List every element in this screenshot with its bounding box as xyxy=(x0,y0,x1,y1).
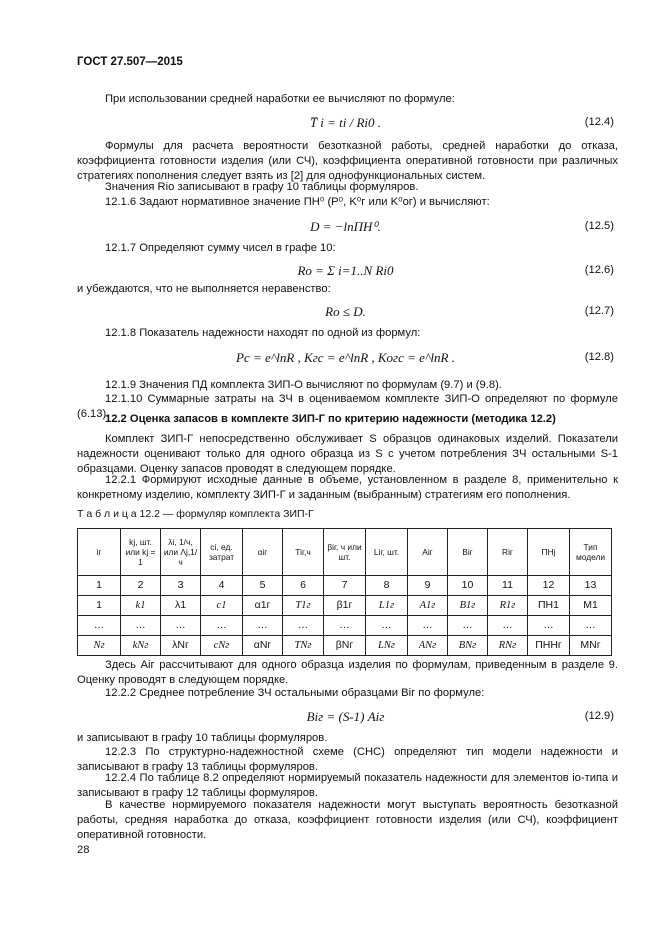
header-cell: αiг xyxy=(243,529,283,576)
table-cell: TNг xyxy=(283,636,324,656)
formular-table xyxy=(77,528,612,656)
table-cell: 8 xyxy=(366,576,408,596)
table-caption: Т а б л и ц а 12.2 — формуляр комплекта ЗИП-Г xyxy=(77,508,314,520)
table-cell: c1 xyxy=(201,596,243,616)
paragraph: и записывают в графу 10 таблицы формуляров. xyxy=(77,732,328,744)
equation-12-6 xyxy=(77,262,614,278)
table-cell: … xyxy=(528,616,570,636)
paragraph: 12.2.3 По структурно-надежностной схеме (СНС) определяют тип модели надежности и записывают в графу 13 таблицы формуляров. xyxy=(77,746,618,773)
table-cell: … xyxy=(570,616,612,636)
paragraph: Формулы для расчета вероятности безотказной работы, средней наработки до отказа, коэффициента готовности изделия (или СЧ), коэффициента оперативной готовности при различных стратегиях пополнения следует взять из [2] для однофункциональных систем. xyxy=(77,140,618,182)
table-row xyxy=(78,616,612,636)
table-cell: α1г xyxy=(243,596,283,616)
table-cell: … xyxy=(283,616,324,636)
equation-12-8 xyxy=(77,349,614,365)
section-heading: 12.2 Оценка запасов в комплекте ЗИП-Г по критерию надежности (методика 12.2) xyxy=(105,413,556,425)
page-number: 28 xyxy=(77,844,90,856)
equation-number: (12.9) xyxy=(584,710,614,722)
table-cell: 3 xyxy=(161,576,201,596)
equation-number: (12.6) xyxy=(584,264,614,276)
table-cell: λ1 xyxy=(161,596,201,616)
header-cell: Тип модели xyxy=(570,529,612,576)
header-cell: Aiг xyxy=(408,529,448,576)
paragraph: В качестве нормируемого показателя надежности могут выступать вероятность безотказной работы, средняя наработка до отказа, коэффициент готовности изделия (или СЧ), коэффициент оперативной готовности. xyxy=(77,799,618,841)
header-cell: Liг, шт. xyxy=(366,529,408,576)
formula: Biг = (S-1) Aiг xyxy=(306,709,385,724)
table-cell: 6 xyxy=(283,576,324,596)
table-cell: … xyxy=(201,616,243,636)
table-cell: … xyxy=(324,616,366,636)
paragraph: 12.1.9 Значения ПД комплекта ЗИП-О вычисляют по формулам (9.7) и (9.8). xyxy=(105,379,502,391)
table-cell: β1г xyxy=(324,596,366,616)
table-cell: R1г xyxy=(488,596,528,616)
header-cell: ci, ед. затрат xyxy=(201,529,243,576)
paragraph: Комплект ЗИП-Г непосредственно обслуживает S образцов одинаковых изделий. Показатели надежности оценивают только для одного образца из S с учетом потребления ЗЧ остальными S-1 образцами. Оценку запасов проводят в следующем порядке. xyxy=(77,433,618,475)
table-cell: kNг xyxy=(121,636,161,656)
paragraph: Значения Rio записывают в графу 10 таблицы формуляров. xyxy=(105,181,419,193)
table-cell: αNг xyxy=(243,636,283,656)
table-cell: … xyxy=(78,616,121,636)
equation-12-9 xyxy=(77,708,614,724)
table-row xyxy=(78,596,612,616)
paragraph: Здесь Aiг рассчитывают для одного образца изделия по формулам, приведенным в разделе 9. Оценку проводят в следующем порядке. xyxy=(77,659,618,686)
header-cell: Tiг,ч xyxy=(283,529,324,576)
table-row xyxy=(78,636,612,656)
equation-number: (12.7) xyxy=(584,305,614,317)
header-cell: kj, шт. или kj = 1 xyxy=(121,529,161,576)
table-cell: 10 xyxy=(448,576,488,596)
table-cell: … xyxy=(161,616,201,636)
table-cell: LNг xyxy=(366,636,408,656)
table-cell: … xyxy=(366,616,408,636)
table-cell: 2 xyxy=(121,576,161,596)
paragraph: 12.1.7 Определяют сумму чисел в графе 10: xyxy=(105,242,336,254)
table-cell: ANг xyxy=(408,636,448,656)
paragraph: 12.1.10 Суммарные затраты на ЗЧ в оцениваемом комплекте ЗИП-О определяют по формуле (6.13). xyxy=(77,393,618,420)
table-header-row xyxy=(78,529,612,576)
table-cell: cNг xyxy=(201,636,243,656)
paragraph: 12.2.4 По таблице 8.2 определяют нормируемый показатель надежности для элементов io-типа и записывают в графу 12 таблицы формуляров. xyxy=(77,772,618,799)
document-header: ГОСТ 27.507—2015 xyxy=(77,56,183,68)
table-cell: … xyxy=(408,616,448,636)
formula: Pc = e^lnR , Kгс = e^lnR , Kогс = e^lnR . xyxy=(236,350,455,365)
equation-12-5 xyxy=(77,218,614,234)
header-cell: iг xyxy=(78,529,121,576)
table-cell: λNг xyxy=(161,636,201,656)
table-cell: 7 xyxy=(324,576,366,596)
table-cell: М1 xyxy=(570,596,612,616)
table-cell: Nг xyxy=(78,636,121,656)
table-cell: A1г xyxy=(408,596,448,616)
header-cell: βiг, ч или шт. xyxy=(324,529,366,576)
table-cell: RNг xyxy=(488,636,528,656)
table-cell: 1 xyxy=(78,576,121,596)
formula: T̅ i = ti / Ri0 . xyxy=(309,115,382,130)
table-cell: 1 xyxy=(78,596,121,616)
table-cell: B1г xyxy=(448,596,488,616)
equation-number: (12.8) xyxy=(584,351,614,363)
table-cell: 5 xyxy=(243,576,283,596)
formula: D = −lnПН⁰. xyxy=(310,219,381,234)
table-cell: k1 xyxy=(121,596,161,616)
header-cell: Biг xyxy=(448,529,488,576)
formula: Ro = Σ i=1..N Ri0 xyxy=(297,263,394,278)
header-cell: Riг xyxy=(488,529,528,576)
table-cell: 11 xyxy=(488,576,528,596)
table-cell: ПННг xyxy=(528,636,570,656)
equation-number: (12.5) xyxy=(584,220,614,232)
paragraph: 12.1.6 Задают нормативное значение ПН⁰ (P⁰, K⁰г или K⁰ог) и вычисляют: xyxy=(105,196,490,208)
paragraph: 12.1.8 Показатель надежности находят по одной из формул: xyxy=(105,327,421,339)
table-cell: 9 xyxy=(408,576,448,596)
table-cell: βNг xyxy=(324,636,366,656)
table-cell: T1г xyxy=(283,596,324,616)
table-cell: … xyxy=(243,616,283,636)
paragraph: 12.2.2 Среднее потребление ЗЧ остальными образцами Biг по формуле: xyxy=(105,687,485,699)
header-cell: ПНj xyxy=(528,529,570,576)
table-cell: … xyxy=(488,616,528,636)
formula: Ro ≤ D. xyxy=(325,304,366,319)
header-cell: λi, 1/ч, или Λj,1/ч xyxy=(161,529,201,576)
table-cell: BNг xyxy=(448,636,488,656)
table-cell: 4 xyxy=(201,576,243,596)
table-cell: 13 xyxy=(570,576,612,596)
equation-12-7 xyxy=(77,303,614,319)
table-cell: … xyxy=(121,616,161,636)
table-cell: 12 xyxy=(528,576,570,596)
equation-number: (12.4) xyxy=(584,116,614,128)
table-row xyxy=(78,576,612,596)
table-cell: … xyxy=(448,616,488,636)
paragraph: При использовании средней наработки ее вычисляют по формуле: xyxy=(105,93,455,105)
table-cell: L1г xyxy=(366,596,408,616)
equation-12-4 xyxy=(77,114,614,130)
paragraph: 12.2.1 Формируют исходные данные в объеме, установленном в разделе 8, применительно к конкретному изделию, комплекту ЗИП-Г и заданным (выбранным) стратегиям его пополнения. xyxy=(77,474,618,501)
paragraph: и убеждаются, что не выполняется неравенство: xyxy=(77,283,331,295)
table-cell: МNг xyxy=(570,636,612,656)
table-cell: ПН1 xyxy=(528,596,570,616)
